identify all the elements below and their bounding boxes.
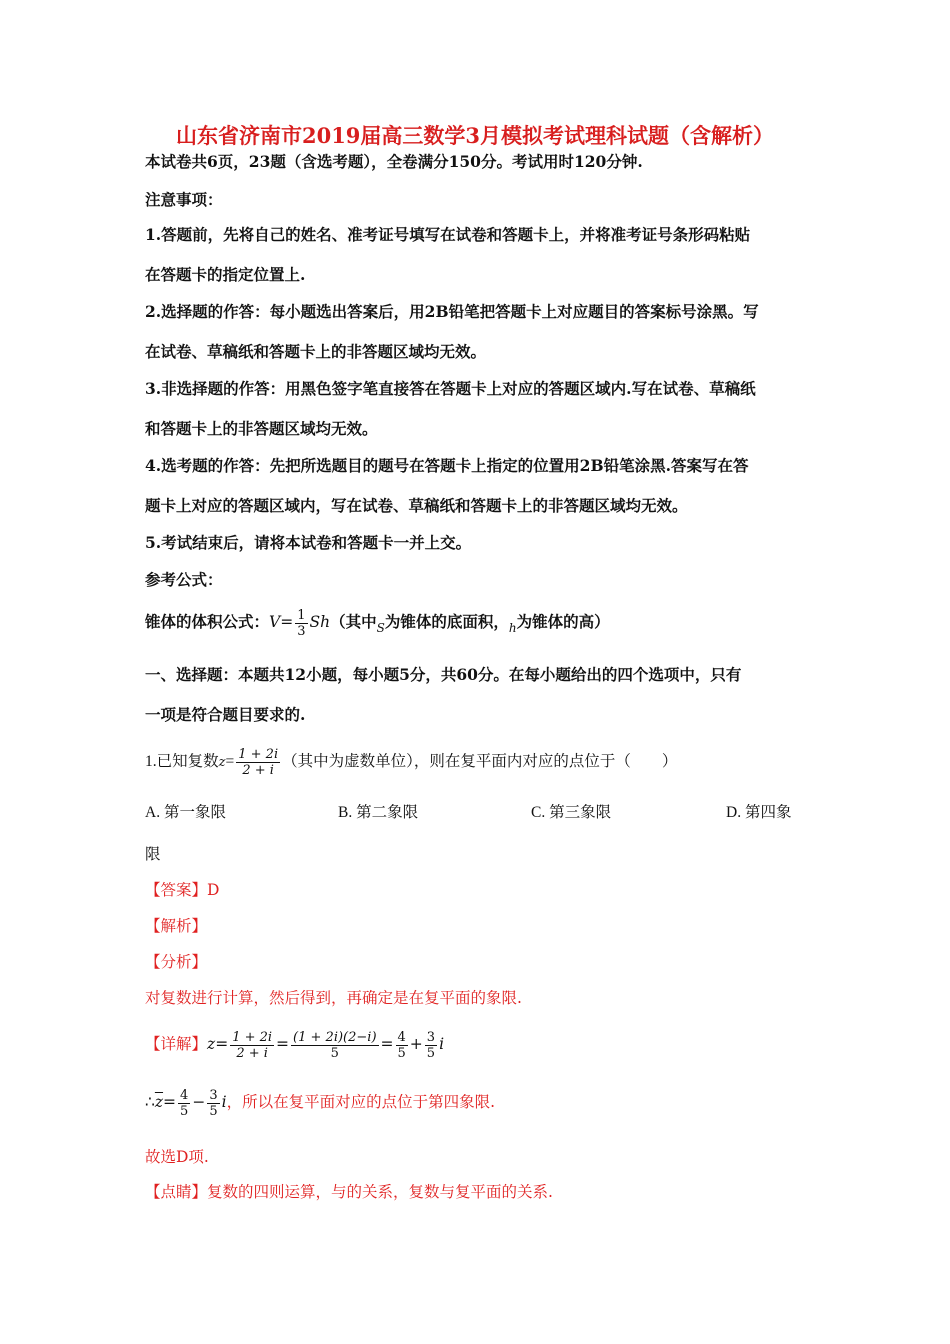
intro-text: 本试卷共6页，23题（含选考题），全卷满分150分。考试用时120分钟. bbox=[145, 152, 643, 171]
fraction: $\frac{4}{5}$ bbox=[180, 1087, 189, 1119]
fraction: $\frac{1}{3}$ bbox=[297, 607, 306, 639]
fraction: $\frac{4}{5}$ bbox=[397, 1029, 406, 1061]
option-a: A. 第一象限 bbox=[145, 804, 226, 821]
answer-label: 【答案】D bbox=[145, 881, 220, 899]
option-d-wrap: 限 bbox=[145, 846, 161, 863]
option-d: D. 第四象 bbox=[726, 804, 792, 821]
option-b: B. 第二象限 bbox=[338, 804, 419, 821]
note-line: 在试卷、草稿纸和答题卡上的非答题区域均无效。 bbox=[145, 342, 487, 361]
detail-equation: 【详解】z= $\frac{1 + 2i}{2 + i}$ = $\frac{(1 + 2i)(2-i)}{5}$ = $\frac{4}{5}$ + $\frac{3}{5}$ i bbox=[145, 1029, 445, 1061]
note-line: 和答题卡上的非答题区域均无效。 bbox=[145, 419, 378, 438]
dianjing: 【点睛】复数的四则运算，与的关系，复数与复平面的关系. bbox=[145, 1183, 553, 1201]
page-title: 山东省济南市2019届高三数学3月模拟考试理科试题（含解析） bbox=[175, 123, 775, 148]
fraction: $\frac{1 + 2i}{2 + i}$ bbox=[238, 746, 279, 778]
notice-heading: 注意事项： bbox=[145, 190, 223, 209]
note-line: 题卡上对应的答题区域内，写在试卷、草稿纸和答题卡上的非答题区域均无效。 bbox=[145, 496, 688, 515]
formula-heading: 参考公式： bbox=[145, 570, 223, 589]
fraction: $\frac{1 + 2i}{2 + i}$ bbox=[232, 1029, 273, 1061]
note-line: 4.选考题的作答：先把所选题目的题号在答题卡上指定的位置用2B铅笔涂黑.答案写在答 bbox=[145, 456, 749, 475]
analysis-label: 【解析】 bbox=[145, 917, 208, 935]
fraction: $\frac{3}{5}$ bbox=[209, 1087, 218, 1119]
section-heading: 一、选择题：本题共12小题，每小题5分，共60分。在每小题给出的四个选项中，只有 bbox=[145, 665, 742, 684]
note-line: 5.考试结束后，请将本试卷和答题卡一并上交。 bbox=[145, 533, 472, 552]
choose-text: 故选D项. bbox=[145, 1148, 209, 1166]
fraction: $\frac{3}{5}$ bbox=[426, 1029, 436, 1061]
fenxi-label: 【分析】 bbox=[145, 953, 208, 971]
fraction: $\frac{(1 + 2i)(2-i)}{5}$ bbox=[293, 1029, 377, 1061]
conjugate-equation: $\therefore\overline{z}=$ $\frac{4}{5}$ − $\frac{3}{5}$ i，所以在复平面对应的点位于第四象限. bbox=[145, 1087, 496, 1119]
question-1: 1.已知复数z= $\frac{1 + 2i}{2 + i}$ （其中为虚数单位），则在复平面内对应的点位于（ ） bbox=[145, 746, 678, 778]
note-line: 3.非选择题的作答：用黑色签字笔直接答在答题卡上对应的答题区域内.写在试卷、草稿纸 bbox=[145, 379, 756, 398]
formula-label: 锥体的体积公式： bbox=[145, 612, 270, 631]
note-line: 在答题卡的指定位置上. bbox=[145, 265, 306, 284]
volume-formula: 锥体的体积公式：V= $\frac{1}{3}$ Sh（其中$_S$为锥体的底面积，$_h$为锥体的高） bbox=[145, 607, 610, 639]
note-line: 2.选择题的作答：每小题选出答案后，用2B铅笔把答题卡上对应题目的答案标号涂黑。写 bbox=[145, 302, 759, 321]
option-c: C. 第三象限 bbox=[531, 804, 612, 821]
note-line: 1.答题前，先将自己的姓名、准考证号填写在试卷和答题卡上，并将准考证号条形码粘贴 bbox=[145, 225, 751, 244]
fenxi-text: 对复数进行计算，然后得到，再确定是在复平面的象限. bbox=[145, 989, 522, 1007]
section-heading-cont: 一项是符合题目要求的. bbox=[145, 705, 306, 724]
